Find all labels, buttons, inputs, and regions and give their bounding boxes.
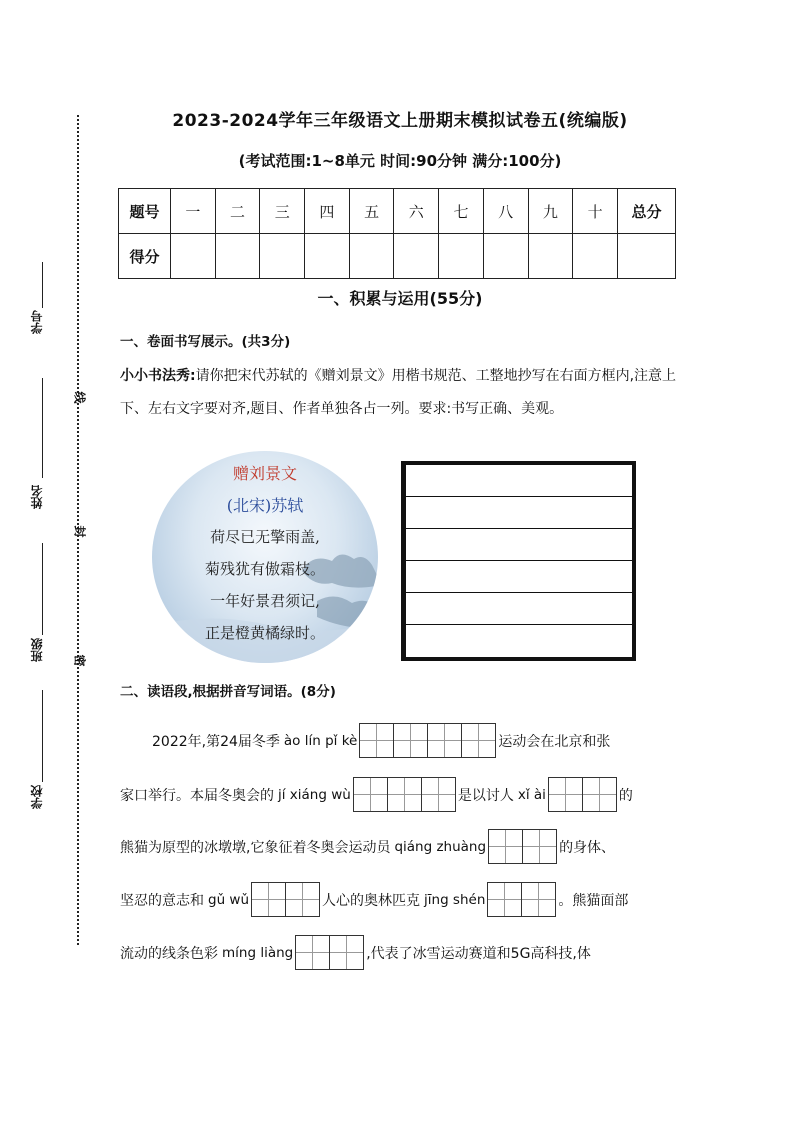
writing-row[interactable] — [406, 465, 632, 497]
answer-grid-spirit[interactable] — [487, 882, 556, 917]
score-table-score-row — [119, 234, 676, 279]
score-cell[interactable] — [260, 234, 305, 279]
exam-subtitle: (考试范围:1~8单元 时间:90分钟 满分:100分) — [238, 152, 562, 170]
text-fragment: 坚忍的意志和 — [120, 892, 204, 909]
question-1-heading: 一、卷面书写展示。(共3分) — [120, 334, 291, 350]
question-1-instructions — [120, 360, 680, 426]
header-cell: 七 — [439, 189, 484, 234]
writing-row[interactable] — [406, 497, 632, 529]
section-title: 一、积累与运用(55分) — [317, 289, 483, 308]
paragraph-line-4 — [120, 882, 628, 917]
score-cell[interactable] — [305, 234, 350, 279]
question-2-heading: 二、读语段,根据拼音写词语。(8分) — [120, 684, 336, 700]
answer-grid-bright[interactable] — [295, 935, 364, 970]
pinyin-prompt: jí xiáng wù — [278, 786, 351, 803]
header-cell: 三 — [260, 189, 305, 234]
paragraph-line-2 — [120, 777, 633, 812]
writing-row[interactable] — [406, 625, 632, 656]
answer-grid-olympic[interactable] — [359, 723, 496, 758]
cut-char-secret: 密 — [72, 654, 87, 667]
pinyin-prompt: gǔ wǔ — [208, 891, 250, 908]
paragraph-line-1 — [152, 723, 610, 758]
header-cell-question-no: 题号 — [119, 189, 171, 234]
poem-line: 正是橙黄橘绿时。 — [204, 624, 325, 642]
text-fragment: 运动会在北京和张 — [498, 733, 611, 750]
writing-row[interactable] — [406, 561, 632, 593]
header-cell-total: 总分 — [618, 189, 676, 234]
cut-char-line: 线 — [72, 391, 87, 404]
answer-grid-strong[interactable] — [488, 829, 557, 864]
class-label: 班级 — [30, 638, 44, 662]
score-cell[interactable] — [573, 234, 618, 279]
score-cell[interactable] — [171, 234, 216, 279]
student-id-label: 学号 — [30, 310, 44, 334]
writing-row[interactable] — [406, 593, 632, 625]
paragraph-line-5 — [120, 935, 591, 970]
score-cell[interactable] — [528, 234, 573, 279]
poem-line: 一年好景君须记, — [210, 592, 320, 610]
student-id-blank[interactable] — [42, 262, 43, 308]
score-cell[interactable] — [215, 234, 260, 279]
name-blank[interactable] — [42, 378, 43, 478]
poem-title: 赠刘景文 — [232, 464, 297, 483]
writing-row[interactable] — [406, 529, 632, 561]
text-fragment: 的 — [618, 787, 633, 804]
poem-illustration — [152, 451, 378, 663]
poem-author: (北宋)苏轼 — [226, 496, 304, 515]
header-cell: 四 — [305, 189, 350, 234]
score-row-label: 得分 — [119, 234, 171, 279]
score-cell-total[interactable] — [618, 234, 676, 279]
header-cell: 一 — [171, 189, 216, 234]
answer-grid-mascot[interactable] — [353, 777, 456, 812]
header-cell: 十 — [573, 189, 618, 234]
name-label: 姓名 — [30, 485, 44, 509]
score-cell[interactable] — [349, 234, 394, 279]
text-fragment: 家口举行。本届冬奥会的 — [120, 787, 274, 804]
pinyin-prompt: ào lín pǐ kè — [283, 732, 358, 749]
score-cell[interactable] — [394, 234, 439, 279]
score-cell[interactable] — [483, 234, 528, 279]
header-cell: 八 — [483, 189, 528, 234]
header-cell: 六 — [394, 189, 439, 234]
header-cell: 五 — [349, 189, 394, 234]
text-fragment: 是以讨人 — [457, 787, 514, 804]
poem-line: 菊残犹有傲霜枝。 — [204, 560, 325, 578]
answer-grid-inspire[interactable] — [251, 882, 320, 917]
question-1-text: 请你把宋代苏轼的《赠刘景文》用楷书规范、工整地抄写在右面方框内,注意上下、左右文字要对齐,题目、作者单独各占一列。要求:书写正确、美观。 — [120, 368, 677, 417]
exam-title: 2023-2024学年三年级语文上册期末模拟试卷五(统编版) — [172, 111, 628, 131]
text-fragment: ,代表了冰雪运动赛道和5G高科技,体 — [366, 945, 591, 962]
pinyin-prompt: qiáng zhuàng — [394, 838, 487, 855]
header-cell: 二 — [215, 189, 260, 234]
pinyin-prompt: xǐ ài — [517, 786, 546, 803]
score-cell[interactable] — [439, 234, 484, 279]
score-table-header-row — [119, 189, 676, 234]
header-cell: 九 — [528, 189, 573, 234]
poem-line: 荷尽已无擎雨盖, — [210, 528, 320, 546]
school-label: 学校 — [30, 785, 44, 809]
paragraph-line-3 — [120, 829, 615, 864]
answer-grid-like[interactable] — [548, 777, 617, 812]
question-1-lead: 小小书法秀: — [120, 368, 196, 384]
text-fragment: 2022年,第24届冬季 — [152, 733, 280, 750]
text-fragment: 。熊猫面部 — [558, 892, 629, 909]
handwriting-box[interactable] — [401, 461, 636, 661]
text-fragment: 的身体、 — [559, 839, 616, 856]
school-blank[interactable] — [42, 690, 43, 782]
pinyin-prompt: jīng shén — [424, 891, 486, 908]
cut-char-seal: 封 — [72, 525, 87, 538]
score-table — [118, 188, 676, 279]
text-fragment: 流动的线条色彩 — [120, 945, 218, 962]
text-fragment: 熊猫为原型的冰墩墩,它象征着冬奥会运动员 — [120, 839, 391, 856]
text-fragment: 人心的奥林匹克 — [322, 892, 421, 909]
pinyin-prompt: míng liàng — [222, 944, 294, 961]
class-blank[interactable] — [42, 543, 43, 635]
